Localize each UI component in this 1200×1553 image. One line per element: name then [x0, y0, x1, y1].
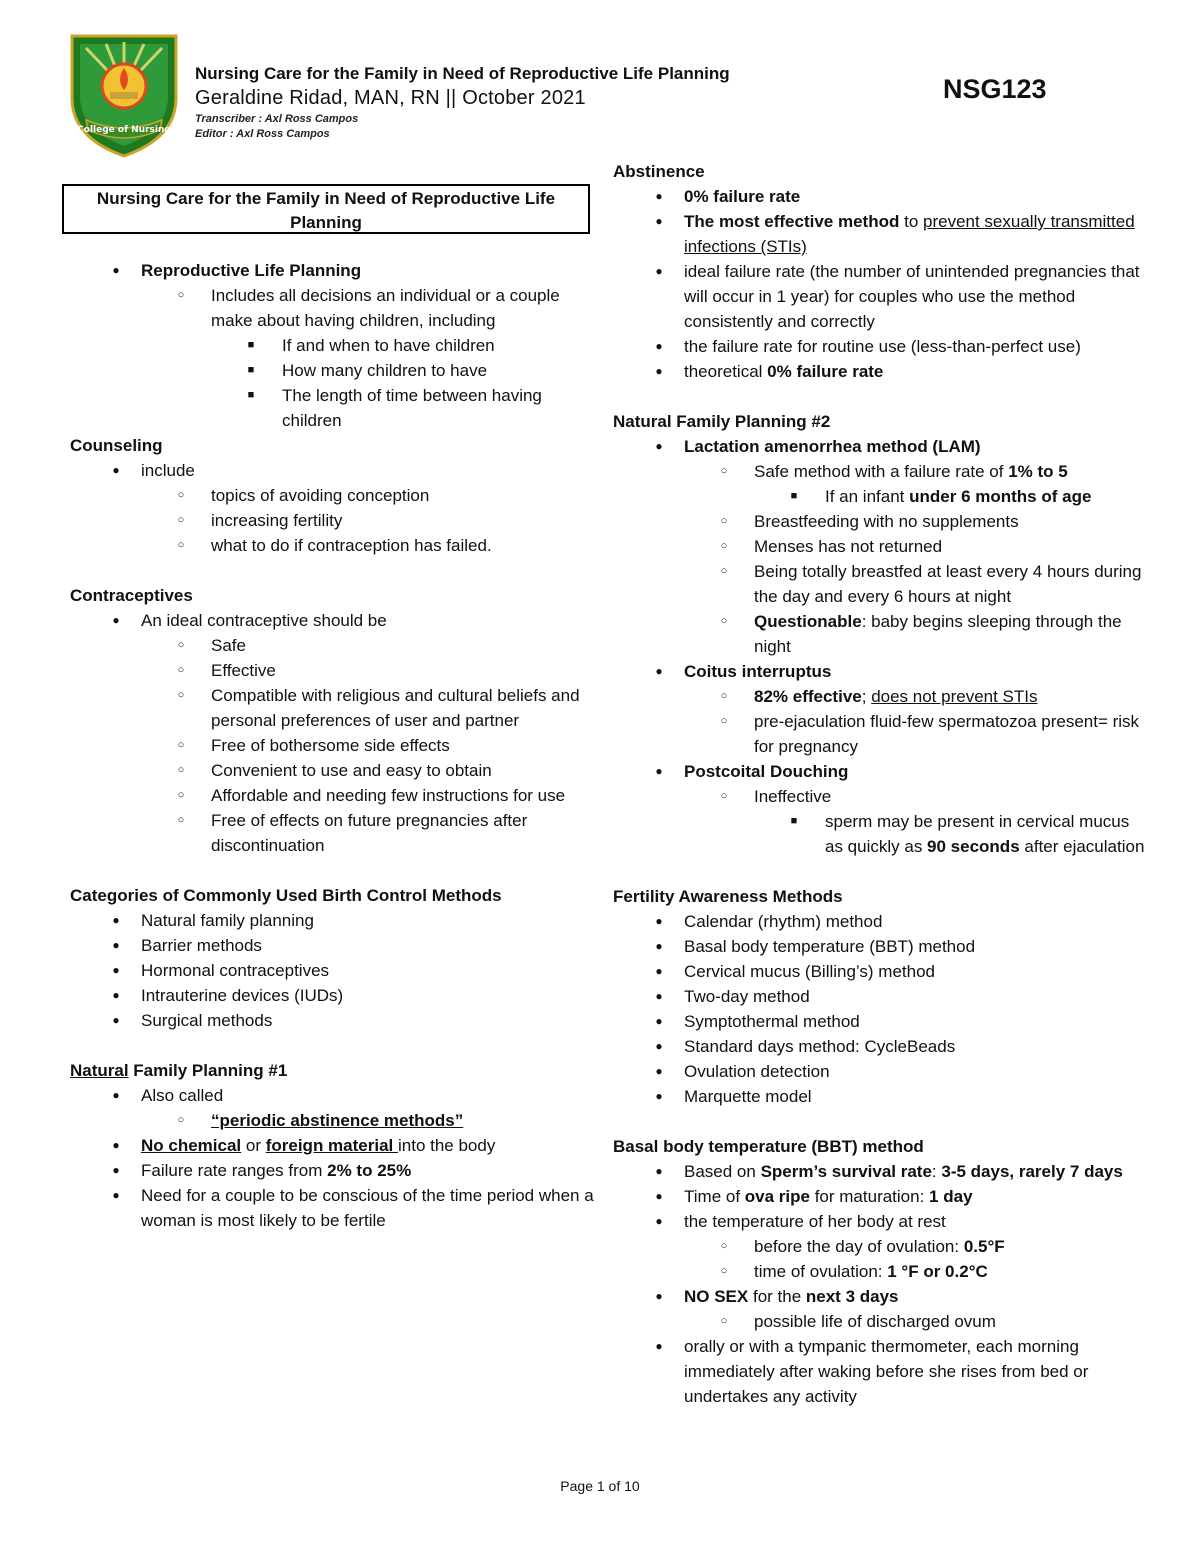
list-item: ● Hormonal contraceptives — [112, 961, 330, 980]
list-item: ○ Questionable: baby begins sleeping through the night — [720, 612, 1122, 656]
list-item: ● The most effective method to prevent sexually transmitted infections (STIs) — [655, 212, 1135, 256]
list-item: ● Time of ova ripe for maturation: 1 day — [655, 1187, 973, 1206]
list-item: ○ Affordable and needing few instructions for use — [177, 786, 566, 805]
rlp-list — [70, 258, 600, 433]
list-item: ● An ideal contraceptive should be — [112, 611, 387, 630]
fam-list — [613, 909, 1148, 1109]
list-item: ○ Menses has not returned — [720, 537, 943, 556]
categories-heading: Categories of Commonly Used Birth Control Methods — [70, 886, 502, 905]
list-item: ○ topics of avoiding conception — [177, 486, 430, 505]
abstinence-heading: Abstinence — [613, 162, 705, 181]
list-item: ○ increasing fertility — [177, 511, 343, 530]
list-item: ○ 82% effective; does not prevent STIs — [720, 687, 1038, 706]
list-item: ● No chemical or foreign material into the body — [112, 1136, 496, 1155]
list-item: ○ Safe method with a failure rate of 1% to 5 — [720, 462, 1068, 481]
list-item: ● Marquette model — [655, 1087, 812, 1106]
list-item: ● Natural family planning — [112, 911, 314, 930]
list-item: ● theoretical 0% failure rate — [655, 362, 884, 381]
list-item: ■ How many children to have — [247, 361, 488, 380]
nfp1-heading: Natural Family Planning #1 — [70, 1061, 288, 1080]
list-item: ● orally or with a tympanic thermometer, each morning immediately after waking before she rises from bed or undertakes any activity — [655, 1337, 1089, 1406]
list-item: ● the failure rate for routine use (less-than-perfect use) — [655, 337, 1081, 356]
list-item: ● Symptothermal method — [655, 1012, 860, 1031]
list-item: ○ Includes all decisions an individual or a couple make about having children, including — [177, 286, 560, 330]
college-of-nursing-logo — [66, 28, 182, 158]
list-item: ■ If and when to have children — [247, 336, 495, 355]
list-item: ● Also called — [112, 1086, 224, 1105]
list-item: ● Cervical mucus (Billing’s) method — [655, 962, 935, 981]
nfp2-list — [613, 434, 1148, 859]
list-item: ○ “periodic abstinence methods” — [177, 1111, 464, 1130]
contraceptives-heading: Contraceptives — [70, 586, 193, 605]
title-box: Nursing Care for the Family in Need of Reproductive Life Planning — [62, 184, 590, 234]
list-item: ○ Convenient to use and easy to obtain — [177, 761, 492, 780]
fam-heading: Fertility Awareness Methods — [613, 887, 843, 906]
list-item: ● Lactation amenorrhea method (LAM) — [655, 437, 981, 456]
list-item: ● include — [112, 461, 195, 480]
abstinence-list — [613, 184, 1148, 384]
course-code: NSG123 — [943, 74, 1047, 104]
list-item: ○ time of ovulation: 1 °F or 0.2°C — [720, 1262, 988, 1281]
list-item: ● Surgical methods — [112, 1011, 273, 1030]
author-line: Geraldine Ridad, MAN, RN || October 2021 — [195, 87, 586, 109]
list-item: ■ sperm may be present in cervical mucus as quickly as 90 seconds after ejaculation — [790, 812, 1145, 856]
document-title: Nursing Care for the Family in Need of Reproductive Life Planning — [195, 64, 730, 83]
list-item: ● the temperature of her body at rest — [655, 1212, 946, 1231]
list-item: ○ Safe — [177, 636, 246, 655]
left-column — [70, 184, 600, 1233]
list-item: ○ Free of effects on future pregnancies after discontinuation — [177, 811, 528, 855]
list-item: ● Need for a couple to be conscious of the time period when a woman is most likely to be fertile — [112, 1186, 594, 1230]
list-item: ○ Compatible with religious and cultural beliefs and personal preferences of user and partner — [177, 686, 580, 730]
nfp1-list — [70, 1083, 600, 1233]
list-item: ○ Effective — [177, 661, 276, 680]
list-item: ● Intrauterine devices (IUDs) — [112, 986, 344, 1005]
list-item: ○ pre-ejaculation fluid-few spermatozoa present= risk for pregnancy — [720, 712, 1140, 756]
bbt-list — [613, 1159, 1148, 1409]
list-item: ○ Free of bothersome side effects — [177, 736, 450, 755]
list-item: ● Two-day method — [655, 987, 810, 1006]
list-item: ○ what to do if contraception has failed. — [177, 536, 492, 555]
list-item: ● Ovulation detection — [655, 1062, 830, 1081]
list-item: ● Standard days method: CycleBeads — [655, 1037, 956, 1056]
list-item: ● 0% failure rate — [655, 187, 801, 206]
editor-line: Editor : Axl Ross Campos — [195, 128, 330, 140]
list-item: ○ possible life of discharged ovum — [720, 1312, 996, 1331]
counseling-heading: Counseling — [70, 436, 163, 455]
page-number: Page 1 of 10 — [560, 1478, 640, 1494]
contraceptives-list — [70, 608, 600, 858]
bbt-heading: Basal body temperature (BBT) method — [613, 1137, 924, 1156]
nfp2-heading: Natural Family Planning #2 — [613, 412, 831, 431]
list-item: ● Postcoital Douching — [655, 762, 849, 781]
list-item: ○ Ineffective — [720, 787, 832, 806]
list-item: ○ before the day of ovulation: 0.5°F — [720, 1237, 1005, 1256]
list-item: ○ Being totally breastfed at least every 4 hours during the day and every 6 hours at night — [720, 562, 1142, 606]
list-item: ● Coitus interruptus — [655, 662, 832, 681]
list-item: ● Based on Sperm’s survival rate: 3-5 days, rarely 7 days — [655, 1162, 1123, 1181]
list-item: ● ideal failure rate (the number of unintended pregnancies that will occur in 1 year) for couples who use the method consistently and correctly — [655, 262, 1140, 331]
transcriber-line: Transcriber : Axl Ross Campos — [195, 113, 359, 125]
list-item: ■ If an infant under 6 months of age — [790, 487, 1092, 506]
counseling-list — [70, 458, 600, 558]
list-item: ● Reproductive Life Planning — [112, 261, 362, 280]
categories-list — [70, 908, 600, 1033]
right-column — [613, 159, 1148, 1409]
list-item: ○ Breastfeeding with no supplements — [720, 512, 1019, 531]
list-item: ● Calendar (rhythm) method — [655, 912, 883, 931]
list-item: ● Basal body temperature (BBT) method — [655, 937, 976, 956]
list-item: ● Barrier methods — [112, 936, 262, 955]
list-item: ● Failure rate ranges from 2% to 25% — [112, 1161, 412, 1180]
list-item: ● NO SEX for the next 3 days — [655, 1287, 899, 1306]
list-item: ■ The length of time between having children — [247, 386, 542, 430]
svg-text:College of Nursing: College of Nursing — [77, 125, 171, 135]
